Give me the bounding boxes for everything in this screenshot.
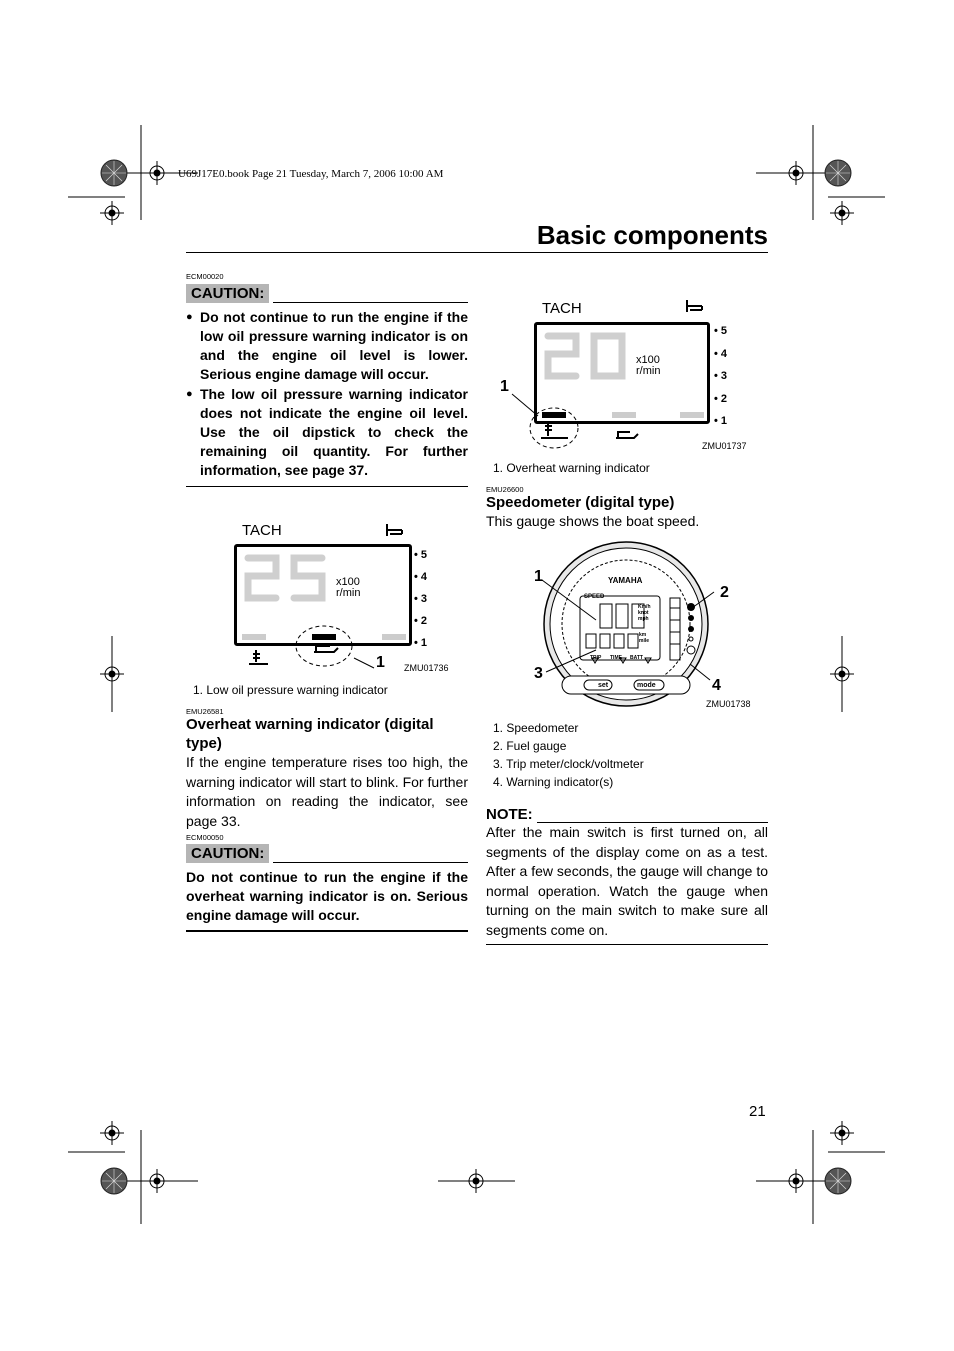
note-box xyxy=(486,806,768,940)
caution-label: CAUTION: xyxy=(186,844,269,863)
brand-label: YAMAHA xyxy=(608,576,643,585)
speedometer-paragraph: This gauge shows the boat speed. xyxy=(486,513,700,529)
page-title: Basic components xyxy=(536,220,768,250)
code-emu26600: EMU26600 xyxy=(486,485,524,494)
callout-leader xyxy=(352,656,376,670)
speed-label: SPEED xyxy=(584,594,605,600)
note-label: NOTE: xyxy=(486,806,533,823)
callout-4: 4 xyxy=(712,677,721,694)
caution-end-rule xyxy=(186,486,468,487)
callout-2: 2 xyxy=(720,584,729,601)
unit-rpm: r/min xyxy=(636,365,661,377)
callout-circle xyxy=(510,392,580,450)
caution-text: Do not continue to run the engine if the overheat warning indicator is on. Serious engine damage will occur. xyxy=(186,869,468,923)
tach-scale: • 5 • 4 • 3 • 2 • 1 xyxy=(414,549,428,649)
title-rule xyxy=(186,252,768,253)
figure-caption: 1. Low oil pressure warning indicator xyxy=(193,683,388,697)
code-ecm00050: ECM00050 xyxy=(186,833,224,842)
note-text: After the main switch is first turned on, all segments of the display come on as a test. After a few seconds, the gauge will change to normal operation. Watch the gauge when turning on the main switch to make sure all segments come on. xyxy=(486,824,768,938)
callout-number: 1 xyxy=(500,378,509,395)
caution-box-1 xyxy=(186,284,468,481)
code-emu26581: EMU26581 xyxy=(186,707,224,716)
lcd-bar-right xyxy=(382,634,406,640)
label-batt: BATT xyxy=(630,655,643,661)
caution-item: ● Do not continue to run the engine if the low oil pressure warning indicator is on and the engine oil level is lower. Serious engine damage will occur. xyxy=(186,308,468,384)
print-header: U69J17E0.book Page 21 Tuesday, March 7, 2006 10:00 AM xyxy=(178,168,444,180)
tach-label: TACH xyxy=(542,300,582,317)
speed-units: Km/h knot mph xyxy=(638,604,651,622)
callout-leaders xyxy=(526,540,768,714)
temperature-icon xyxy=(248,648,270,666)
callout-number: 1 xyxy=(376,654,385,671)
figure-code: ZMU01737 xyxy=(702,441,747,451)
label-trip: TRIP xyxy=(590,655,602,661)
code-ecm00020: ECM00020 xyxy=(186,272,224,281)
unit-x100: x100 xyxy=(336,576,360,588)
oil-can-icon xyxy=(614,428,642,444)
section-heading-speedometer: Speedometer (digital type) xyxy=(486,494,675,511)
lcd-digits xyxy=(242,552,332,604)
figure-code: ZMU01736 xyxy=(404,663,449,673)
figure-caption: 1. Overheat warning indicator xyxy=(493,461,650,475)
caption-item: 3. Trip meter/clock/voltmeter xyxy=(493,757,644,771)
note-end-rule xyxy=(486,944,768,945)
speedometer-figure xyxy=(526,540,768,714)
lcd-unit xyxy=(636,355,660,377)
trip-units: km mile xyxy=(639,632,650,644)
caption-item: 4. Warning indicator(s) xyxy=(493,775,614,789)
page-number: 21 xyxy=(749,1103,766,1120)
lcd-bar-mid xyxy=(612,412,636,418)
caution-rule xyxy=(273,302,468,303)
label-time: TIME xyxy=(610,655,622,661)
caution-label: CAUTION: xyxy=(186,284,269,303)
callout-3: 3 xyxy=(534,665,543,682)
lcd-bar-left xyxy=(242,634,266,640)
section-heading-overheat: Overheat warning indicator (digital type) xyxy=(186,716,434,752)
caption-item: 1. Speedometer xyxy=(493,721,579,735)
unit-rpm: r/min xyxy=(336,587,361,599)
caution-item: ● The low oil pressure warning indicator does not indicate the engine oil level. Use the oil dipstick to check the remaining oil quantity. For further information, see page 37. xyxy=(186,385,468,480)
overheat-paragraph: If the engine temperature rises too high, the warning indicator will start to blink. For further information on reading the indicator, see page 33. xyxy=(186,754,468,829)
tach-label: TACH xyxy=(242,522,282,539)
mode-button: mode xyxy=(637,682,656,689)
caution-list xyxy=(186,308,468,480)
tach-figure-overheat xyxy=(496,296,768,456)
lcd-unit xyxy=(336,577,360,599)
caution-end-rule xyxy=(186,930,468,932)
trim-icon xyxy=(684,298,706,316)
caution-rule xyxy=(273,862,468,863)
callout-circle xyxy=(294,622,356,670)
speedometer-captions xyxy=(493,719,644,791)
tach-scale: • 5 • 4 • 3 • 2 • 1 xyxy=(714,325,728,427)
lcd-digits xyxy=(542,330,632,382)
unit-x100: x100 xyxy=(636,354,660,366)
lcd-bar-right xyxy=(680,412,704,418)
trim-icon xyxy=(384,522,406,540)
tach-figure-low-oil xyxy=(232,518,468,678)
caption-item: 2. Fuel gauge xyxy=(493,739,567,753)
set-button: set xyxy=(598,682,609,689)
caution-box-2 xyxy=(186,844,468,925)
figure-code: ZMU01738 xyxy=(706,699,751,709)
callout-1: 1 xyxy=(534,568,543,585)
